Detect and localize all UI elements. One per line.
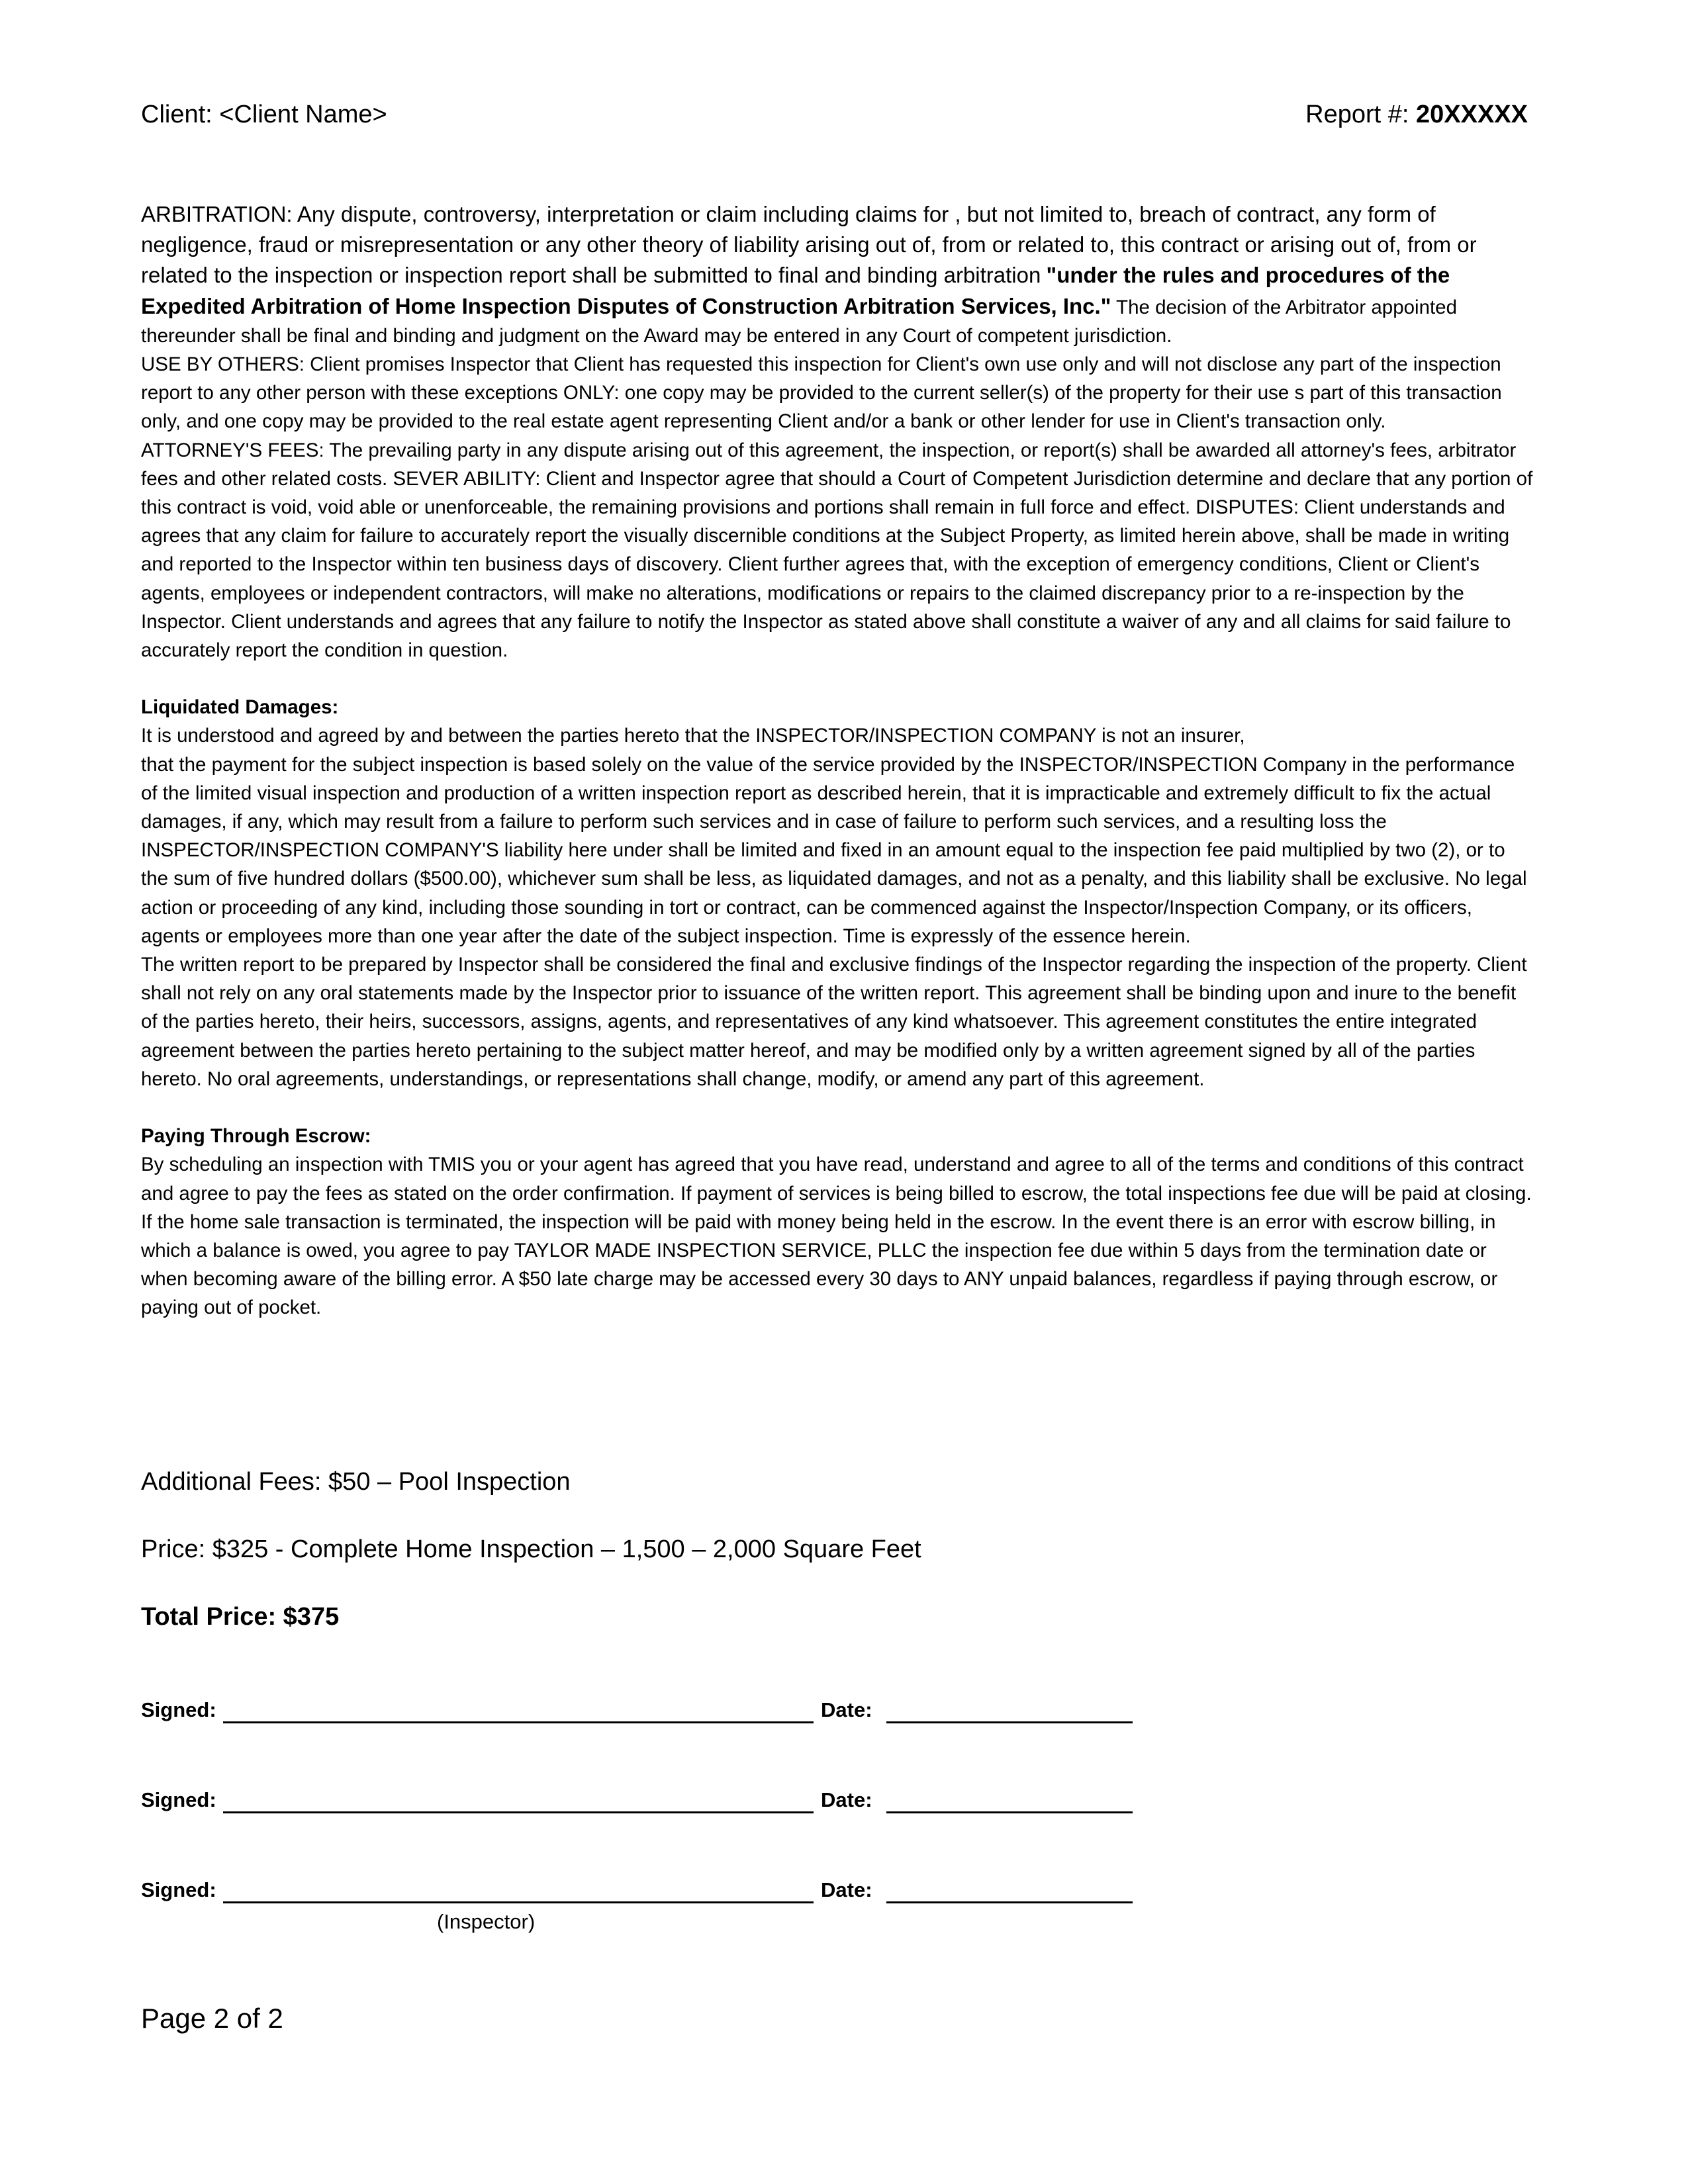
date-line	[886, 1721, 1133, 1723]
arbitration-clause	[141, 199, 1534, 350]
use-by-others-clause: USE BY OTHERS: Client promises Inspector that Client has requested this inspection for Client's own use only and will not disclose any part of the inspection report to any other person with these exceptions ONLY: one copy may be provided to the current seller(s) of the property for their use s part of this transaction only, and one copy may be provided to the real estate agent representing Client and/or a bank or other lender for use in Client's transaction only.	[141, 353, 1502, 433]
signature-row-2	[141, 1783, 1134, 1816]
page-header	[141, 101, 1528, 140]
liquidated-damages-heading: Liquidated Damages:	[141, 696, 339, 719]
arbitration-rules: "under the rules and procedures of the Expedited Arbitration of Home Inspection Disputes of Construction Arbitration Services, Inc."	[141, 263, 1450, 318]
report-number: 20XXXXX	[1416, 101, 1528, 128]
total-price: Total Price: $375	[141, 1603, 340, 1631]
client-field	[141, 101, 387, 129]
written-report-clause: The written report to be prepared by Inspector shall be considered the final and exclusive findings of the Inspector regarding the inspection of the property. Client shall not rely on any oral statements made by the Inspector prior to issuance of the written report. This agreement shall be binding upon and inure to the benefit of the parties hereto, their heirs, successors, assigns, agents, and representatives of any kind whatsoever. This agreement constitutes the entire integrated agreement between the parties hereto pertaining to the subject matter hereof, and may be modified only by a written agreement signed by all of the parties hereto. No oral agreements, understandings, or representations shall change, modify, or amend any part of this agreement.	[141, 954, 1527, 1090]
date-label: Date:	[821, 1698, 872, 1721]
additional-fees: Additional Fees: $50 – Pool Inspection	[141, 1468, 571, 1496]
attorney-fees-clause: ATTORNEY'S FEES: The prevailing party in any dispute arising out of this agreement, the inspection, or report(s) shall be awarded all attorney's fees, arbitrator fees and other related costs. SEVER ABILITY: Client and Inspector agree that should a Court of Competent Jurisdiction determine and declare that any portion of this contract is void, void able or unenforceable, the remaining provisions and portions shall remain in full force and effect. DISPUTES: Client understands and agrees that any claim for failure to accurately report the visually discernible conditions at the Subject Property, as limited herein above, shall be made in writing and reported to the Inspector within ten business days of discovery. Client further agrees that, with the exception of emergency conditions, Client or Client's agents, employees or independent contractors, will make no alterations, modifications or repairs to the claimed discrepancy prior to a re-inspection by the Inspector. Client understands and agrees that any failure to notify the Inspector as stated above shall constitute a waiver of any and all claims for said failure to accurately report the condition in question.	[141, 439, 1533, 662]
date-line	[886, 1811, 1133, 1813]
client-label: Client:	[141, 101, 212, 128]
arbitration-intro: ARBITRATION: Any dispute, controversy, interpretation or claim including claims for , but not limited to, breach of contract, any form of negligence, fraud or misrepresentation or any other theory of liability arising out of, from or related to, this contract or arising out of, from or related to the inspection or inspection report shall be submitted to final and binding arbitration	[141, 202, 1477, 288]
signed-label: Signed:	[141, 1878, 216, 1901]
date-label: Date:	[821, 1788, 872, 1811]
arbitration-decision: The decision of the Arbitrator appointed thereunder shall be final and binding and judgment on the Award may be entered in any Court of competent jurisdiction.	[141, 296, 1457, 347]
escrow-body: By scheduling an inspection with TMIS you or your agent has agreed that you have read, understand and agree to all of the terms and conditions of this contract and agree to pay the fees as stated on the order confirmation. If payment of services is being billed to escrow, the total inspections fee due will be paid at closing. If the home sale transaction is terminated, the inspection will be paid with money being held in the escrow. In the event there is an error with escrow billing, in which a balance is owed, you agree to pay TAYLOR MADE INSPECTION SERVICE, PLLC the inspection fee due within 5 days from the termination date or when becoming aware of the billing error. A $50 late charge may be accessed every 30 days to ANY unpaid balances, regardless if paying through escrow, or paying out of pocket.	[141, 1154, 1532, 1319]
signature-line	[223, 1811, 814, 1813]
signature-line	[223, 1901, 814, 1903]
signature-line	[223, 1721, 814, 1723]
client-name: <Client Name>	[219, 101, 387, 128]
contract-body	[141, 199, 1534, 1322]
page-number: Page 2 of 2	[141, 2003, 283, 2034]
liquidated-damages-line1: It is understood and agreed by and between the parties hereto that the INSPECTOR/INSPECTION COMPANY is not an insurer,	[141, 725, 1245, 747]
liquidated-damages-body: that the payment for the subject inspection is based solely on the value of the service provided by the INSPECTOR/INSPECTION Company in the performance of the limited visual inspection and production of a written inspection report as described herein, that it is impracticable and extremely difficult to fix the actual damages, if any, which may result from a failure to perform such services and in case of failure to perform such services, and a resulting loss the INSPECTOR/INSPECTION COMPANY'S liability here under shall be limited and fixed in an amount equal to the inspection fee paid multiplied by two (2), or to the sum of five hundred dollars ($500.00), whichever sum shall be less, as liquidated damages, and not as a penalty, and this liability shall be exclusive. No legal action or proceeding of any kind, including those sounding in tort or contract, can be commenced against the Inspector/Inspection Company, or its officers, agents or employees more than one year after the date of the subject inspection. Time is expressly of the essence herein.	[141, 753, 1527, 947]
report-number-field	[1305, 101, 1528, 129]
signed-label: Signed:	[141, 1698, 216, 1721]
signature-row-1	[141, 1693, 1134, 1726]
price-line: Price: $325 - Complete Home Inspection – 1,500 – 2,000 Square Feet	[141, 1535, 921, 1563]
escrow-heading: Paying Through Escrow:	[141, 1125, 371, 1148]
inspector-caption: (Inspector)	[437, 1910, 536, 1933]
date-line	[886, 1901, 1133, 1903]
report-label: Report #:	[1305, 101, 1409, 128]
signature-row-3	[141, 1873, 1134, 1906]
signed-label: Signed:	[141, 1788, 216, 1811]
date-label: Date:	[821, 1878, 872, 1901]
